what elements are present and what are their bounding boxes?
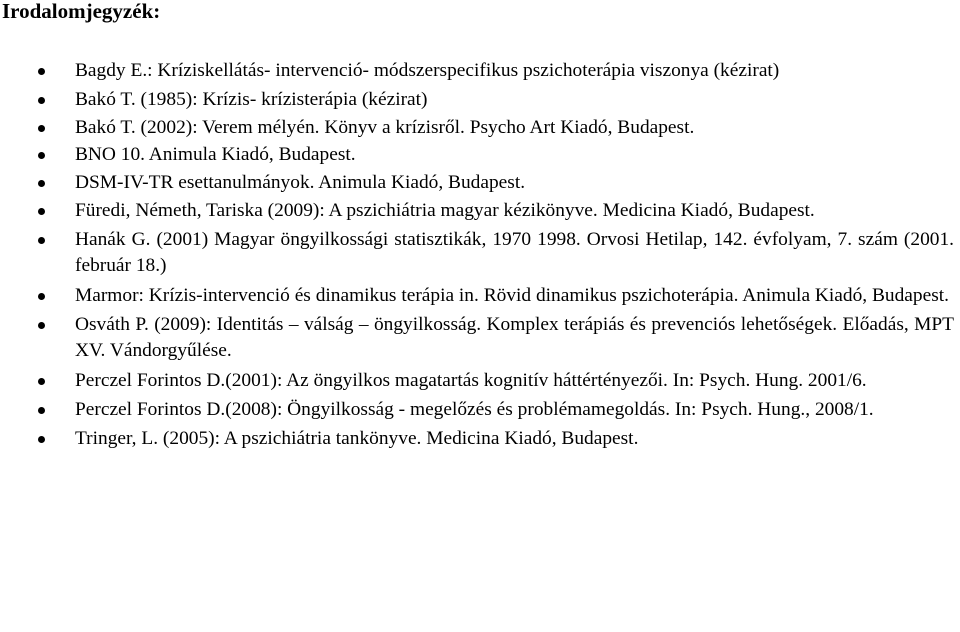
reference-text: Perczel Forintos D.(2001): Az öngyilkos magatartás kognitív háttértényezői. In: Psych. Hung. 2001/6. [75,369,867,391]
bullet-icon [38,208,45,215]
reference-text: DSM-IV-TR esettanulmányok. Animula Kiadó, Budapest. [75,171,526,193]
bullet-icon [38,180,45,187]
bibliography-heading: Irodalomjegyzék: [2,0,161,23]
reference-text: Marmor: Krízis-intervenció és dinamikus terápia in. Rövid dinamikus pszichoterápia. Animula Kiadó, Budapest. [75,284,949,306]
reference-item [0,198,960,225]
reference-item [0,368,960,395]
reference-text: Bakó T. (2002): Verem mélyén. Könyv a krízisről. Psycho Art Kiadó, Budapest. [75,116,695,138]
reference-text: Perczel Forintos D.(2008): Öngyilkosság - megelőzés és problémamegoldás. In: Psych. Hung., 2008/1. [75,398,874,420]
bullet-icon [38,237,45,244]
reference-text: Hanák G. (2001) Magyar öngyilkossági statisztikák, 1970 1998. Orvosi Hetilap, 142. évfolyam, 7. szám (2001. február 18.) [75,228,954,277]
reference-item [0,397,960,424]
reference-item [0,142,960,169]
reference-item [0,115,960,142]
reference-text: Tringer, L. (2005): A pszichiátria tankönyve. Medicina Kiadó, Budapest. [75,427,639,449]
reference-item [0,312,960,365]
reference-item [0,87,960,114]
bullet-icon [38,68,45,75]
bullet-icon [38,322,45,329]
bullet-icon [38,293,45,300]
bullet-icon [38,152,45,159]
bullet-icon [38,378,45,385]
reference-item [0,426,960,453]
reference-text: Osváth P. (2009): Identitás – válság – öngyilkosság. Komplex terápiás és prevenciós lehetőségek. Előadás, MPT XV. Vándorgyűlése. [75,313,954,362]
bullet-icon [38,407,45,414]
reference-text: Füredi, Németh, Tariska (2009): A pszichiátria magyar kézikönyve. Medicina Kiadó, Budapest. [75,199,815,221]
reference-item [0,283,960,310]
bullet-icon [38,125,45,132]
reference-text: BNO 10. Animula Kiadó, Budapest. [75,144,356,166]
reference-item [0,58,960,85]
reference-text: Bakó T. (1985): Krízis- krízisterápia (kézirat) [75,89,428,111]
bullet-icon [38,97,45,104]
reference-list [0,58,960,455]
reference-text: Bagdy E.: Kríziskellátás- intervenció- módszerspecifikus pszichoterápia viszonya (kézirat) [75,60,780,81]
bullet-icon [38,436,45,443]
reference-item [0,170,960,197]
reference-item [0,227,960,280]
